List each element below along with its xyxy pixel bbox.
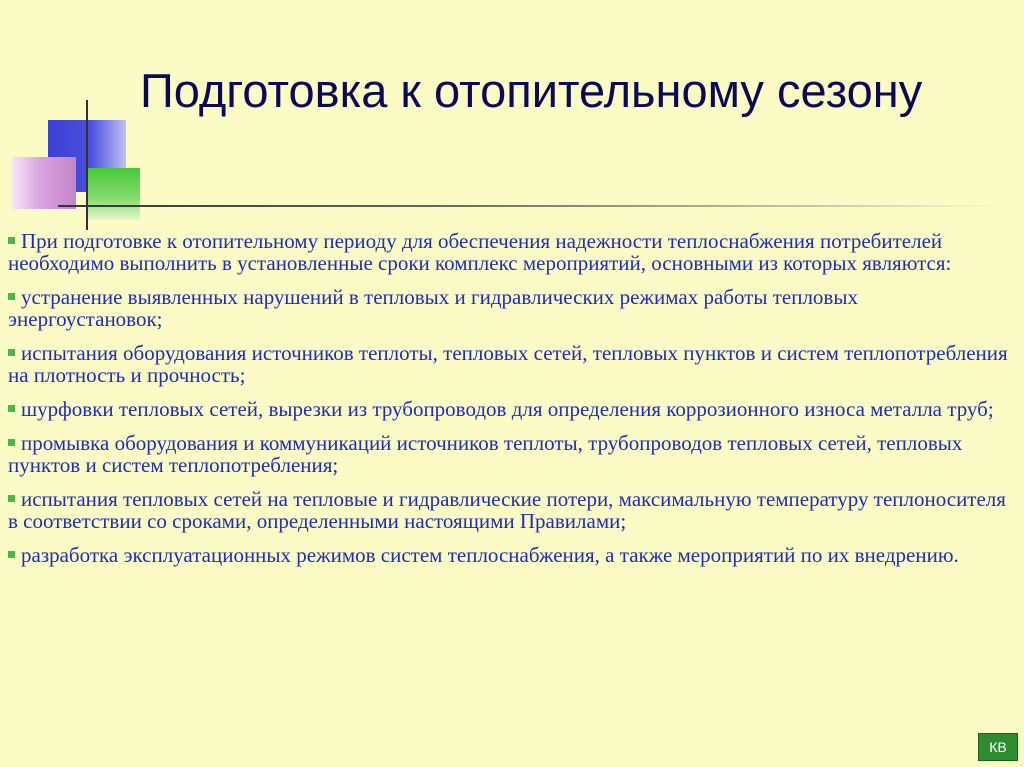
slide-body bbox=[8, 230, 1013, 578]
decorative-vertical-line bbox=[86, 100, 88, 230]
list-item bbox=[8, 230, 1013, 274]
bullet-icon bbox=[8, 439, 15, 446]
list-item-text: испытания тепловых сетей на тепловые и гидравлические потери, максимальную температуру теплоносителя в соответствии со сроками, определенными настоящими Правилами; bbox=[8, 487, 1006, 533]
bullet-icon bbox=[8, 237, 15, 244]
list-item-text: разработка эксплуатационных режимов систем теплоснабжения, а также мероприятий по их внедрению. bbox=[21, 543, 959, 567]
bullet-icon bbox=[8, 405, 15, 412]
list-item bbox=[8, 286, 1013, 330]
decorative-green-square bbox=[86, 168, 140, 220]
title-divider-line bbox=[58, 205, 1003, 207]
bullet-icon bbox=[8, 293, 15, 300]
slide-title: Подготовка к отопительному сезону bbox=[140, 64, 923, 117]
list-item bbox=[8, 432, 1013, 476]
list-item bbox=[8, 544, 1013, 566]
bullet-icon bbox=[8, 551, 15, 558]
list-item bbox=[8, 488, 1013, 532]
list-item bbox=[8, 398, 1013, 420]
list-item-text: При подготовке к отопительному периоду для обеспечения надежности теплоснабжения потребителей необходимо выполнить в установленные сроки комплекс мероприятий, основными из которых являются: bbox=[8, 229, 952, 275]
bullet-icon bbox=[8, 495, 15, 502]
list-item-text: шурфовки тепловых сетей, вырезки из трубопроводов для определения коррозионного износа металла труб; bbox=[21, 397, 994, 421]
list-item-text: промывка оборудования и коммуникаций источников теплоты, трубопроводов тепловых сетей, тепловых пунктов и систем теплопотребления; bbox=[8, 431, 963, 477]
list-item-text: устранение выявленных нарушений в тепловых и гидравлических режимах работы тепловых энергоустановок; bbox=[8, 285, 858, 331]
list-item bbox=[8, 342, 1013, 386]
list-item-text: испытания оборудования источников теплоты, тепловых сетей, тепловых пунктов и систем теплопотребления на плотность и прочность; bbox=[8, 341, 1008, 387]
decorative-pink-square bbox=[12, 157, 76, 209]
kv-button[interactable]: КВ bbox=[978, 733, 1018, 761]
bullet-icon bbox=[8, 349, 15, 356]
